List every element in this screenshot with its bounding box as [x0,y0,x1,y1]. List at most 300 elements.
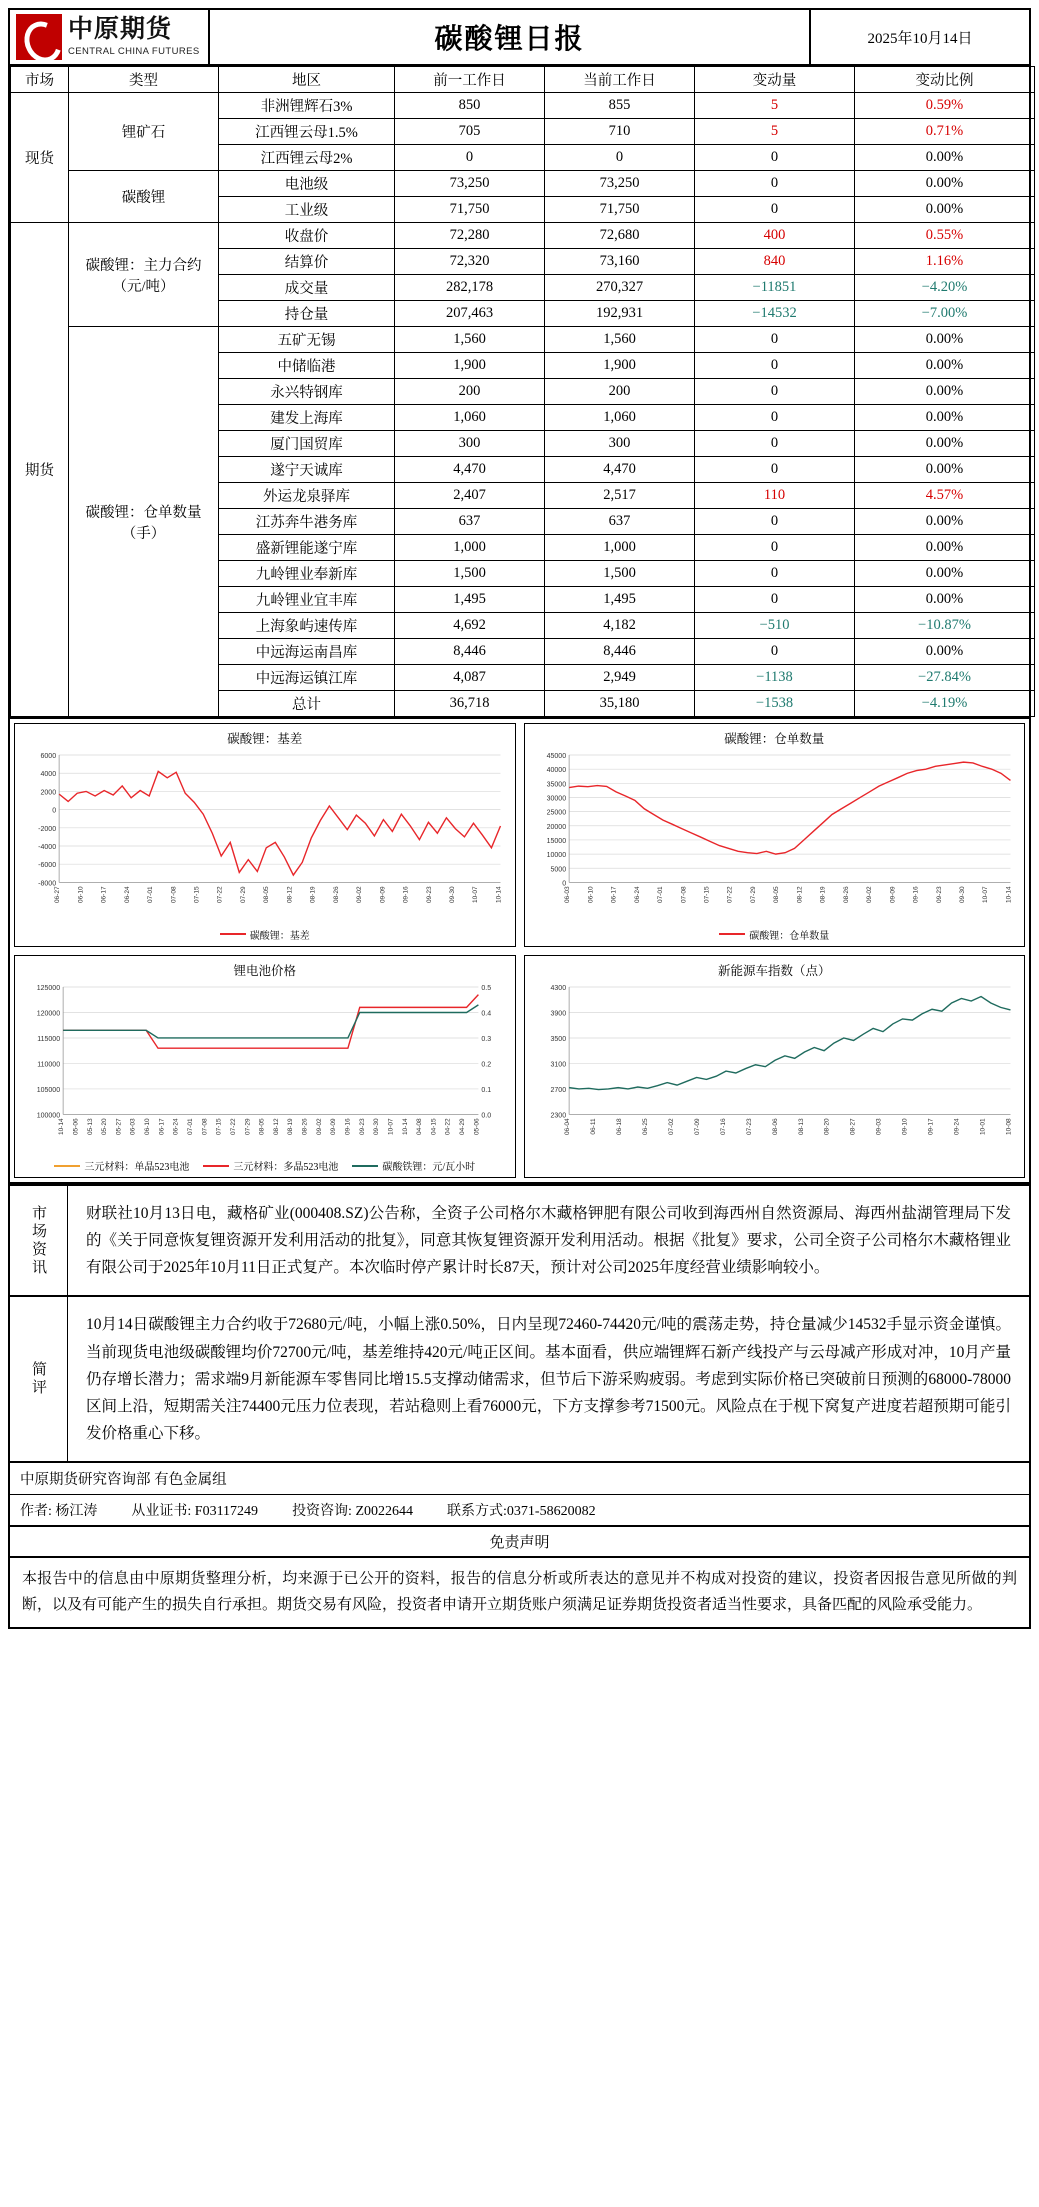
current-value-cell: 300 [545,431,695,457]
svg-text:08-27: 08-27 [849,1117,857,1135]
svg-text:07-08: 07-08 [201,1117,209,1135]
company-name-cn: 中原期货 [68,16,173,44]
consult-label: 投资咨询: [292,1504,352,1520]
legend-label: 碳酸锂：基差 [249,930,310,942]
svg-text:10-07: 10-07 [387,1117,395,1135]
current-value-cell: 1,000 [545,535,695,561]
svg-text:10-07: 10-07 [472,886,480,904]
svg-text:05-20: 05-20 [101,1117,109,1135]
col-change: 变动量 [695,67,855,93]
market-cell: 期货 [11,223,69,717]
chart1-svg [529,749,1021,925]
change-pct-cell: 0.00% [855,379,1035,405]
prev-value-cell: 200 [395,379,545,405]
svg-text:2700: 2700 [550,1086,566,1094]
comment-body: 10月14日碳酸锂主力合约收于72680元/吨，小幅上涨0.50%，日内呈现72460-74420元/吨的震荡走势，持仓量减少14532手显示资金谨慎。当前现货电池级碳酸锂均价72700元/吨，基差维持420元/吨正区间。基本面看，供应端锂辉石新产线投产与云母减产形成对冲，10月产量仍存增长潜力；需求端9月新能源车零售同比增15.5支撑动储需求，但节后下游采购疲弱。考虑到实际价格已突破前日预测的68000-78000区间上沿，短期需关注74400元压力位表现，若站稳则上看76000元，下方支撑参考71500元。风险点在于枧下窝复产进度若超预期可能引发价格重心下移。 [86,1316,1011,1442]
svg-text:09-16: 09-16 [344,1117,352,1135]
chart-basis-legend [19,927,511,942]
svg-text:09-23: 09-23 [935,886,943,904]
chart2-svg [19,981,511,1157]
market-data-table [10,66,1035,717]
change-pct-cell: −10.87% [855,613,1035,639]
svg-text:09-02: 09-02 [315,1117,323,1135]
change-pct-cell: 0.55% [855,223,1035,249]
svg-text:45000: 45000 [546,753,566,761]
type-cell: 碳酸锂 [69,171,219,223]
svg-text:07-29: 07-29 [749,886,757,904]
svg-text:06-27: 06-27 [54,886,62,904]
svg-text:09-23: 09-23 [358,1117,366,1135]
svg-text:07-22: 07-22 [229,1117,237,1135]
current-value-cell: 270,327 [545,275,695,301]
chart-basis [14,723,516,947]
change-pct-cell: −4.19% [855,691,1035,717]
charts-row-1 [10,719,1029,951]
svg-text:07-29: 07-29 [244,1117,252,1135]
chart0-svg [19,749,511,925]
svg-text:10-01: 10-01 [979,1117,987,1135]
prev-value-cell: 1,060 [395,405,545,431]
prev-value-cell: 0 [395,145,545,171]
prev-value-cell: 2,407 [395,483,545,509]
area-cell: 持仓量 [219,301,395,327]
current-value-cell: 72,680 [545,223,695,249]
svg-text:0.1: 0.1 [481,1086,492,1094]
svg-text:08-26: 08-26 [842,886,850,904]
svg-text:09-23: 09-23 [425,886,433,904]
svg-text:05-06: 05-06 [473,1117,481,1135]
svg-text:2000: 2000 [40,789,57,797]
svg-text:2300: 2300 [550,1111,566,1119]
svg-text:09-09: 09-09 [379,886,387,904]
area-cell: 工业级 [219,197,395,223]
area-cell: 九岭锂业宜丰库 [219,587,395,613]
svg-text:07-01: 07-01 [187,1117,195,1135]
svg-text:04-22: 04-22 [444,1117,452,1135]
svg-text:08-26: 08-26 [301,1117,309,1135]
chart-basis-title: 碳酸锂：基差 [227,732,303,746]
svg-text:10-14: 10-14 [401,1117,409,1135]
prev-value-cell: 72,320 [395,249,545,275]
svg-text:25000: 25000 [546,809,566,817]
area-cell: 成交量 [219,275,395,301]
author-line [10,1494,1029,1525]
svg-text:05-06: 05-06 [72,1117,80,1135]
change-cell: 0 [695,327,855,353]
current-value-cell: 8,446 [545,639,695,665]
change-pct-cell: 0.00% [855,587,1035,613]
current-value-cell: 637 [545,509,695,535]
current-value-cell: 1,060 [545,405,695,431]
change-cell: 0 [695,509,855,535]
area-cell: 永兴特钢库 [219,379,395,405]
svg-text:105000: 105000 [36,1086,61,1094]
svg-text:07-29: 07-29 [239,886,247,904]
col-market: 市场 [11,67,69,93]
legend-label: 三元材料：多晶523电池 [233,1162,339,1174]
change-cell: 0 [695,639,855,665]
change-pct-cell: −27.84% [855,665,1035,691]
table-row [11,171,1035,197]
change-pct-cell: 0.00% [855,561,1035,587]
change-cell: 0 [695,431,855,457]
news-body: 财联社10月13日电，藏格矿业(000408.SZ)公告称，全资子公司格尔木藏格钾肥有限公司收到海西州自然资源局、海西州盐湖管理局下发的《关于同意恢复锂资源开发利用活动的批复》，同意其恢复锂资源开发利用活动。根据《批复》要求，公司全资子公司格尔木藏格锂业有限公司于2025年10月11日正式复产。本次临时停产累计时长87天，预计对公司2025年度经营业绩影响较小。 [86,1205,1011,1277]
cert-label: 从业证书: [131,1504,192,1520]
current-value-cell: 73,250 [545,171,695,197]
chart3-svg [529,981,1021,1157]
dept-line: 中原期货研究咨询部 有色金属组 [10,1461,1029,1494]
change-pct-cell: 4.57% [855,483,1035,509]
svg-text:07-08: 07-08 [170,886,178,904]
area-cell: 上海象屿速传库 [219,613,395,639]
area-cell: 江西锂云母2% [219,145,395,171]
current-value-cell: 710 [545,119,695,145]
prev-value-cell: 72,280 [395,223,545,249]
svg-text:-8000: -8000 [38,880,57,888]
market-cell: 现货 [11,93,69,223]
change-pct-cell: 0.00% [855,353,1035,379]
svg-text:08-19: 08-19 [819,886,827,904]
svg-text:09-30: 09-30 [449,886,457,904]
change-pct-cell: 0.00% [855,405,1035,431]
svg-text:08-19: 08-19 [309,886,317,904]
change-cell: 0 [695,561,855,587]
svg-text:09-24: 09-24 [953,1117,961,1135]
change-pct-cell: −7.00% [855,301,1035,327]
current-value-cell: 0 [545,145,695,171]
svg-text:10000: 10000 [546,852,566,860]
news-label: 市场资讯 [10,1186,68,1295]
legend-label: 碳酸锂：仓单数量 [749,930,830,942]
change-pct-cell: 1.16% [855,249,1035,275]
current-value-cell: 2,949 [545,665,695,691]
current-value-cell: 1,495 [545,587,695,613]
area-cell: 电池级 [219,171,395,197]
svg-text:09-10: 09-10 [901,1117,909,1135]
current-value-cell: 4,182 [545,613,695,639]
change-cell: −14532 [695,301,855,327]
svg-text:08-26: 08-26 [332,886,340,904]
svg-text:04-08: 04-08 [416,1117,424,1135]
prev-value-cell: 4,470 [395,457,545,483]
svg-text:05-27: 05-27 [115,1117,123,1135]
consult-value: Z0022644 [355,1504,414,1520]
area-cell: 遂宁天诚库 [219,457,395,483]
change-cell: 110 [695,483,855,509]
current-value-cell: 1,500 [545,561,695,587]
svg-text:08-05: 08-05 [772,886,780,904]
prev-value-cell: 4,692 [395,613,545,639]
svg-text:-2000: -2000 [38,825,57,833]
svg-text:110000: 110000 [37,1060,61,1068]
chart-warehouse-legend [529,927,1021,942]
current-value-cell: 4,470 [545,457,695,483]
prev-value-cell: 73,250 [395,171,545,197]
svg-text:15000: 15000 [546,837,566,845]
change-cell: −1538 [695,691,855,717]
svg-text:0.4: 0.4 [481,1010,492,1018]
svg-text:04-29: 04-29 [459,1117,467,1135]
svg-text:07-01: 07-01 [656,886,664,904]
area-cell: 厦门国贸库 [219,431,395,457]
disclaimer-body: 本报告中的信息由中原期货整理分析，均来源于已公开的资料，报告的信息分析或所表达的意见并不构成对投资的建议，投资者因报告意见所做的判断，以及有可能产生的损失自行承担。期货交易有风险，投资者申请开立期货账户须满足证券期货投资者适当性要求，具备匹配的风险承受能力。 [10,1556,1029,1627]
brand-logo [10,10,210,64]
svg-text:10-14: 10-14 [1004,886,1012,904]
svg-text:09-09: 09-09 [330,1117,338,1135]
chart-nev-index [524,955,1026,1179]
svg-text:06-24: 06-24 [172,1117,180,1135]
current-value-cell: 192,931 [545,301,695,327]
svg-text:4000: 4000 [40,771,57,779]
prev-value-cell: 1,560 [395,327,545,353]
area-cell: 五矿无锡 [219,327,395,353]
svg-text:09-16: 09-16 [402,886,410,904]
change-cell: 400 [695,223,855,249]
change-cell: 0 [695,353,855,379]
change-cell: 0 [695,197,855,223]
report-date: 2025年10月14日 [809,10,1029,64]
chart-warehouse-receipts [524,723,1026,947]
svg-text:06-04: 06-04 [563,1117,571,1135]
area-cell: 总计 [219,691,395,717]
svg-text:08-05: 08-05 [258,1117,266,1135]
type-cell: 锂矿石 [69,93,219,171]
svg-text:3900: 3900 [550,1010,566,1018]
change-cell: 0 [695,379,855,405]
svg-text:06-17: 06-17 [610,886,618,904]
svg-text:07-22: 07-22 [216,886,224,904]
change-pct-cell: 0.00% [855,457,1035,483]
change-cell: 0 [695,457,855,483]
svg-text:06-25: 06-25 [641,1117,649,1135]
svg-text:07-16: 07-16 [719,1117,727,1135]
contact-label: 联系方式: [447,1504,507,1520]
prev-value-cell: 637 [395,509,545,535]
prev-value-cell: 1,495 [395,587,545,613]
svg-text:0: 0 [52,807,57,815]
svg-text:0.5: 0.5 [481,984,492,992]
current-value-cell: 2,517 [545,483,695,509]
col-area: 地区 [219,67,395,93]
area-cell: 中储临港 [219,353,395,379]
change-cell: −510 [695,613,855,639]
change-pct-cell: 0.00% [855,431,1035,457]
svg-text:06-18: 06-18 [615,1117,623,1135]
change-cell: 840 [695,249,855,275]
chart-nev-title: 新能源车指数（点） [717,963,831,978]
svg-text:05-13: 05-13 [86,1117,94,1135]
area-cell: 外运龙泉驿库 [219,483,395,509]
current-value-cell: 1,900 [545,353,695,379]
area-cell: 中远海运南昌库 [219,639,395,665]
comment-label: 简评 [10,1297,68,1461]
svg-text:10-14: 10-14 [495,886,503,904]
table-row [11,327,1035,353]
svg-text:07-02: 07-02 [667,1117,675,1135]
charts-section [10,717,1029,1184]
disclaimer-title: 免责声明 [10,1525,1029,1556]
current-value-cell: 855 [545,93,695,119]
area-cell: 非洲锂辉石3% [219,93,395,119]
prev-value-cell: 300 [395,431,545,457]
report-frame [8,8,1031,1629]
svg-text:07-01: 07-01 [147,886,155,904]
col-prev: 前一工作日 [395,67,545,93]
change-cell: 0 [695,535,855,561]
prev-value-cell: 8,446 [395,639,545,665]
area-cell: 江西锂云母1.5% [219,119,395,145]
svg-text:06-03: 06-03 [129,1117,137,1135]
news-section [10,1184,1029,1295]
svg-text:07-23: 07-23 [745,1117,753,1135]
prev-value-cell: 207,463 [395,301,545,327]
chart-battery-price [14,955,516,1179]
prev-value-cell: 705 [395,119,545,145]
svg-text:0.0: 0.0 [481,1111,492,1119]
chart-battery-legend [19,1158,511,1173]
area-cell: 盛新锂能遂宁库 [219,535,395,561]
svg-text:125000: 125000 [36,984,61,992]
svg-text:-6000: -6000 [38,862,57,870]
contact-value: 0371-58620082 [506,1504,596,1520]
change-pct-cell: 0.00% [855,639,1035,665]
svg-text:06-10: 06-10 [144,1117,152,1135]
change-pct-cell: 0.59% [855,93,1035,119]
svg-text:07-08: 07-08 [679,886,687,904]
change-cell: 0 [695,145,855,171]
svg-text:09-30: 09-30 [958,886,966,904]
svg-text:0.3: 0.3 [481,1035,492,1043]
change-cell: 0 [695,405,855,431]
svg-text:0.2: 0.2 [481,1060,492,1068]
svg-text:07-15: 07-15 [193,886,201,904]
svg-text:40000: 40000 [546,767,566,775]
svg-text:07-09: 07-09 [693,1117,701,1135]
company-name-en: CENTRAL CHINA FUTURES [68,45,200,57]
change-pct-cell: 0.00% [855,171,1035,197]
chart-warehouse-title: 碳酸锂：仓单数量 [724,732,825,746]
svg-text:08-05: 08-05 [263,886,271,904]
svg-text:100000: 100000 [36,1111,61,1119]
type-cell: 碳酸锂：仓单数量（手） [69,327,219,717]
svg-text:115000: 115000 [37,1035,61,1043]
prev-value-cell: 282,178 [395,275,545,301]
svg-text:08-12: 08-12 [795,886,803,904]
cert-value: F03117249 [194,1504,259,1520]
svg-text:09-02: 09-02 [865,886,873,904]
author-name: 杨江涛 [55,1504,98,1520]
svg-text:06-17: 06-17 [100,886,108,904]
svg-text:07-15: 07-15 [702,886,710,904]
table-row [11,93,1035,119]
svg-text:08-19: 08-19 [287,1117,295,1135]
svg-text:-4000: -4000 [38,844,57,852]
area-cell: 中远海运镇江库 [219,665,395,691]
current-value-cell: 71,750 [545,197,695,223]
change-cell: 5 [695,93,855,119]
change-pct-cell: 0.00% [855,535,1035,561]
svg-text:09-17: 09-17 [927,1117,935,1135]
svg-text:08-13: 08-13 [797,1117,805,1135]
change-pct-cell: 0.00% [855,145,1035,171]
area-cell: 江苏奔牛港务库 [219,509,395,535]
prev-value-cell: 1,900 [395,353,545,379]
change-pct-cell: 0.71% [855,119,1035,145]
svg-text:06-24: 06-24 [123,886,131,904]
change-cell: −11851 [695,275,855,301]
report-header [10,10,1029,66]
col-current: 当前工作日 [545,67,695,93]
change-pct-cell: 0.00% [855,509,1035,535]
page-title [210,10,809,64]
author-label: 作者: [20,1504,52,1520]
svg-text:20000: 20000 [546,823,566,831]
prev-value-cell: 4,087 [395,665,545,691]
area-cell: 结算价 [219,249,395,275]
svg-text:09-09: 09-09 [888,886,896,904]
svg-text:06-03: 06-03 [563,886,571,904]
prev-value-cell: 71,750 [395,197,545,223]
svg-text:120000: 120000 [36,1010,61,1018]
svg-text:6000: 6000 [40,753,57,761]
svg-text:06-24: 06-24 [633,886,641,904]
change-pct-cell: 0.00% [855,197,1035,223]
svg-text:07-22: 07-22 [726,886,734,904]
page-title-text: 碳酸锂日报 [434,24,585,55]
change-cell: 5 [695,119,855,145]
svg-text:5000: 5000 [550,866,566,874]
company-logo-icon [16,14,62,60]
svg-text:09-03: 09-03 [875,1117,883,1135]
svg-text:09-16: 09-16 [912,886,920,904]
prev-value-cell: 850 [395,93,545,119]
svg-text:08-06: 08-06 [771,1117,779,1135]
svg-text:10-07: 10-07 [981,886,989,904]
prev-value-cell: 1,000 [395,535,545,561]
current-value-cell: 73,160 [545,249,695,275]
svg-text:09-30: 09-30 [373,1117,381,1135]
chart-battery-title: 锂电池价格 [233,963,296,978]
svg-text:04-15: 04-15 [430,1117,438,1135]
change-pct-cell: −4.20% [855,275,1035,301]
change-pct-cell: 0.00% [855,327,1035,353]
col-change-pct: 变动比例 [855,67,1035,93]
table-row [11,223,1035,249]
col-type: 类型 [69,67,219,93]
change-cell: 0 [695,587,855,613]
svg-text:06-10: 06-10 [77,886,85,904]
current-value-cell: 35,180 [545,691,695,717]
svg-text:09-02: 09-02 [356,886,364,904]
charts-row-2 [10,951,1029,1183]
svg-text:10-14: 10-14 [58,1117,66,1135]
svg-text:35000: 35000 [546,781,566,789]
svg-text:06-10: 06-10 [586,886,594,904]
area-cell: 建发上海库 [219,405,395,431]
svg-text:08-20: 08-20 [823,1117,831,1135]
legend-label: 碳酸铁锂：元/瓦小时 [382,1162,476,1174]
svg-text:08-12: 08-12 [272,1117,280,1135]
svg-text:06-17: 06-17 [158,1117,166,1135]
svg-text:3100: 3100 [550,1060,566,1068]
svg-text:07-15: 07-15 [215,1117,223,1135]
area-cell: 九岭锂业奉新库 [219,561,395,587]
table-header-row [11,67,1035,93]
change-cell: 0 [695,171,855,197]
area-cell: 收盘价 [219,223,395,249]
comment-section [10,1295,1029,1461]
svg-text:4300: 4300 [550,984,566,992]
